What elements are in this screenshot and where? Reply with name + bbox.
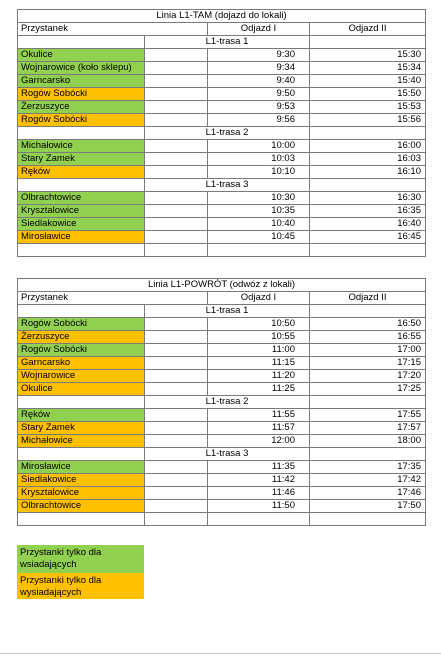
stop-name: Michałowice — [18, 140, 145, 153]
departure-1: 10:00 — [208, 140, 310, 153]
departure-1: 11:57 — [208, 422, 310, 435]
departure-1: 10:50 — [208, 318, 310, 331]
departure-1: 10:30 — [208, 192, 310, 205]
empty-row — [18, 513, 426, 526]
table-row — [18, 231, 426, 244]
departure-1: 11:46 — [208, 487, 310, 500]
departure-2: 16:40 — [310, 218, 426, 231]
departure-1: 9:53 — [208, 101, 310, 114]
departure-2: 17:46 — [310, 487, 426, 500]
departure-1: 9:34 — [208, 62, 310, 75]
empty-row — [18, 244, 426, 257]
stop-name: Krysztalowice — [18, 205, 145, 218]
section-row — [18, 448, 426, 461]
departure-2: 16:50 — [310, 318, 426, 331]
empty-cell — [145, 435, 208, 448]
section-spacer — [310, 305, 426, 318]
stop-name: Żerzuszyce — [18, 101, 145, 114]
empty-cell — [145, 153, 208, 166]
section-spacer — [18, 179, 145, 192]
empty-cell — [145, 114, 208, 127]
stop-name: Okulice — [18, 383, 145, 396]
page-bottom-divider — [0, 653, 441, 654]
departure-2: 15:56 — [310, 114, 426, 127]
stop-name: Rogów Sobócki — [18, 88, 145, 101]
empty-cell — [145, 370, 208, 383]
departure-2: 17:25 — [310, 383, 426, 396]
departure-1: 9:30 — [208, 49, 310, 62]
table-row — [18, 114, 426, 127]
table-title-row — [18, 279, 426, 292]
departure-1: 10:03 — [208, 153, 310, 166]
empty-cell — [145, 474, 208, 487]
section-row — [18, 305, 426, 318]
departure-1: 11:25 — [208, 383, 310, 396]
empty-cell — [208, 244, 310, 257]
table-row — [18, 461, 426, 474]
section-spacer — [18, 396, 145, 409]
stop-name: Krysztalowice — [18, 487, 145, 500]
departure-1: 9:56 — [208, 114, 310, 127]
stop-name: Siedlakowice — [18, 218, 145, 231]
empty-cell — [145, 331, 208, 344]
departure-1: 11:55 — [208, 409, 310, 422]
empty-cell — [145, 500, 208, 513]
empty-cell — [145, 461, 208, 474]
empty-cell — [145, 62, 208, 75]
stop-name: Ręków — [18, 409, 145, 422]
table-row — [18, 49, 426, 62]
table-row — [18, 62, 426, 75]
section-row — [18, 127, 426, 140]
table-row — [18, 383, 426, 396]
stop-name: Ręków — [18, 166, 145, 179]
departure-2: 17:42 — [310, 474, 426, 487]
empty-cell — [145, 75, 208, 88]
stop-name: Michałowice — [18, 435, 145, 448]
table-row — [18, 422, 426, 435]
table-title-row — [18, 10, 426, 23]
departure-2: 15:40 — [310, 75, 426, 88]
departure-1: 10:55 — [208, 331, 310, 344]
empty-cell — [208, 513, 310, 526]
empty-cell — [145, 101, 208, 114]
stop-name: Okulice — [18, 49, 145, 62]
departure-2: 17:00 — [310, 344, 426, 357]
section-row — [18, 36, 426, 49]
departure-2: 16:10 — [310, 166, 426, 179]
legend-alighting-only: Przystanki tylko dla wysiadających — [17, 573, 144, 599]
legend-boarding-only: Przystanki tylko dla wsiadających — [17, 545, 144, 573]
section-row — [18, 179, 426, 192]
departure-2: 15:53 — [310, 101, 426, 114]
departure-2: 17:20 — [310, 370, 426, 383]
departure-1: 11:00 — [208, 344, 310, 357]
table-header-row — [18, 23, 426, 36]
stop-name: Rogów Sobócki — [18, 344, 145, 357]
table-row — [18, 370, 426, 383]
empty-cell — [145, 513, 208, 526]
departure-1: 10:35 — [208, 205, 310, 218]
schedule-table-tam — [17, 9, 426, 257]
empty-cell — [145, 409, 208, 422]
section-spacer — [310, 448, 426, 461]
section-label: L1-trasa 3 — [145, 179, 310, 192]
table-row — [18, 500, 426, 513]
table-row — [18, 409, 426, 422]
section-label: L1-trasa 2 — [145, 127, 310, 140]
header-departure-1: Odjazd I — [208, 292, 310, 305]
departure-2: 16:35 — [310, 205, 426, 218]
empty-cell — [145, 487, 208, 500]
departure-2: 17:35 — [310, 461, 426, 474]
section-label: L1-trasa 1 — [145, 305, 310, 318]
table-row — [18, 153, 426, 166]
section-label: L1-trasa 2 — [145, 396, 310, 409]
section-spacer — [18, 127, 145, 140]
section-spacer — [310, 179, 426, 192]
stop-name: Mirosławice — [18, 461, 145, 474]
header-stop: Przystanek — [18, 23, 208, 36]
empty-cell — [310, 513, 426, 526]
stop-name: Wojnarowice (koło sklepu) — [18, 62, 145, 75]
section-spacer — [310, 396, 426, 409]
empty-cell — [145, 344, 208, 357]
empty-cell — [145, 318, 208, 331]
departure-1: 10:45 — [208, 231, 310, 244]
departure-1: 10:10 — [208, 166, 310, 179]
empty-cell — [145, 140, 208, 153]
stop-name: Rogów Sobócki — [18, 318, 145, 331]
section-spacer — [18, 305, 145, 318]
empty-cell — [18, 513, 145, 526]
empty-cell — [145, 192, 208, 205]
table-row — [18, 140, 426, 153]
empty-cell — [145, 218, 208, 231]
header-departure-2: Odjazd II — [310, 292, 426, 305]
table-row — [18, 192, 426, 205]
table-row — [18, 75, 426, 88]
table-row — [18, 474, 426, 487]
header-stop: Przystanek — [18, 292, 208, 305]
departure-1: 11:35 — [208, 461, 310, 474]
empty-cell — [310, 244, 426, 257]
departure-2: 16:03 — [310, 153, 426, 166]
table-row — [18, 205, 426, 218]
table-header-row — [18, 292, 426, 305]
departure-1: 11:50 — [208, 500, 310, 513]
stop-name: Żerzuszyce — [18, 331, 145, 344]
stop-name: Siedlakowice — [18, 474, 145, 487]
departure-1: 11:42 — [208, 474, 310, 487]
departure-2: 15:50 — [310, 88, 426, 101]
section-label: L1-trasa 1 — [145, 36, 310, 49]
stop-name: Olbrachtowice — [18, 192, 145, 205]
empty-cell — [145, 88, 208, 101]
stop-name: Stary Zamek — [18, 422, 145, 435]
empty-cell — [145, 231, 208, 244]
stop-name: Stary Zamek — [18, 153, 145, 166]
departure-1: 9:40 — [208, 75, 310, 88]
empty-cell — [145, 244, 208, 257]
section-spacer — [310, 36, 426, 49]
departure-1: 11:20 — [208, 370, 310, 383]
departure-1: 11:15 — [208, 357, 310, 370]
stop-name: Rogów Sobócki — [18, 114, 145, 127]
stop-name: Wojnarowice — [18, 370, 145, 383]
empty-cell — [18, 244, 145, 257]
departure-2: 17:55 — [310, 409, 426, 422]
departure-2: 15:30 — [310, 49, 426, 62]
departure-2: 16:55 — [310, 331, 426, 344]
departure-1: 10:40 — [208, 218, 310, 231]
stop-name: Mirosławice — [18, 231, 145, 244]
table-title: Linia L1-TAM (dojazd do lokali) — [18, 10, 426, 23]
stop-name: Olbrachtowice — [18, 500, 145, 513]
stop-name: Garncarsko — [18, 357, 145, 370]
departure-1: 9:50 — [208, 88, 310, 101]
departure-2: 17:57 — [310, 422, 426, 435]
empty-cell — [145, 383, 208, 396]
table-body — [18, 279, 426, 526]
section-spacer — [18, 448, 145, 461]
table-row — [18, 88, 426, 101]
empty-cell — [145, 357, 208, 370]
header-departure-2: Odjazd II — [310, 23, 426, 36]
empty-cell — [145, 205, 208, 218]
departure-2: 16:45 — [310, 231, 426, 244]
empty-cell — [145, 49, 208, 62]
table-row — [18, 166, 426, 179]
table-row — [18, 331, 426, 344]
section-spacer — [310, 127, 426, 140]
section-label: L1-trasa 3 — [145, 448, 310, 461]
header-departure-1: Odjazd I — [208, 23, 310, 36]
empty-cell — [145, 166, 208, 179]
table-body — [18, 10, 426, 257]
empty-cell — [145, 422, 208, 435]
departure-2: 17:50 — [310, 500, 426, 513]
section-spacer — [18, 36, 145, 49]
section-row — [18, 396, 426, 409]
departure-2: 18:00 — [310, 435, 426, 448]
table-row — [18, 435, 426, 448]
departure-1: 12:00 — [208, 435, 310, 448]
departure-2: 16:30 — [310, 192, 426, 205]
stop-name: Garncarsko — [18, 75, 145, 88]
table-row — [18, 218, 426, 231]
table-row — [18, 318, 426, 331]
table-title: Linia L1-POWRÓT (odwóz z lokali) — [18, 279, 426, 292]
departure-2: 17:15 — [310, 357, 426, 370]
departure-2: 16:00 — [310, 140, 426, 153]
table-row — [18, 344, 426, 357]
table-row — [18, 357, 426, 370]
departure-2: 15:34 — [310, 62, 426, 75]
table-row — [18, 487, 426, 500]
table-row — [18, 101, 426, 114]
schedule-table-powrot — [17, 278, 426, 526]
